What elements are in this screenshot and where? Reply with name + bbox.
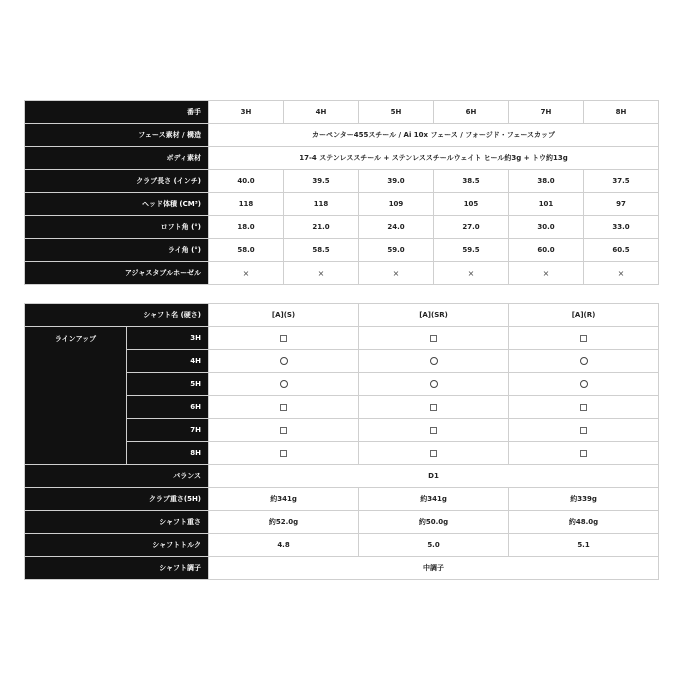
- table-cell: 約339g: [509, 488, 659, 511]
- table-cell: 5.1: [509, 534, 659, 557]
- body-value: 17-4 ステンレススチール + ステンレススチールウェイト ヒール約3g + トウ約13g: [209, 147, 659, 170]
- lineup-cell: [509, 442, 659, 465]
- table-cell: 118: [209, 193, 284, 216]
- cross-mark: ×: [392, 268, 400, 278]
- square-mark-icon: [280, 404, 287, 411]
- spec-row-body: [25, 147, 659, 170]
- table-cell: 59.0: [359, 239, 434, 262]
- lineup-club-label: 7H: [127, 419, 209, 442]
- lineup-group-label: ラインアップ: [25, 327, 127, 465]
- square-mark-icon: [580, 404, 587, 411]
- spec-header-row: [25, 101, 659, 124]
- lineup-cell: [359, 396, 509, 419]
- spec-row-length: [25, 170, 659, 193]
- lineup-cell: [359, 327, 509, 350]
- table-cell: 5.0: [359, 534, 509, 557]
- table-cell: 約50.0g: [359, 511, 509, 534]
- lineup-cell: [209, 419, 359, 442]
- table-cell: 38.0: [509, 170, 584, 193]
- table-cell: 24.0: [359, 216, 434, 239]
- table-cell: 4.8: [209, 534, 359, 557]
- lineup-cell: [509, 350, 659, 373]
- table-cell: 33.0: [584, 216, 659, 239]
- square-mark-icon: [430, 335, 437, 342]
- table-cell: 約341g: [359, 488, 509, 511]
- table-cell: 約48.0g: [509, 511, 659, 534]
- cross-mark: ×: [317, 268, 325, 278]
- row-label-balance: バランス: [25, 465, 209, 488]
- lineup-cell: [509, 327, 659, 350]
- row-label-lie: ライ角 (°): [25, 239, 209, 262]
- table-cell: [284, 262, 359, 285]
- lineup-club-label: 4H: [127, 350, 209, 373]
- row-label-loft: ロフト角 (°): [25, 216, 209, 239]
- lineup-cell: [509, 373, 659, 396]
- table-cell: [434, 262, 509, 285]
- table-cell: 約341g: [209, 488, 359, 511]
- circle-mark-icon: [280, 380, 288, 388]
- lineup-cell: [359, 419, 509, 442]
- table-cell: 18.0: [209, 216, 284, 239]
- table-cell: 38.5: [434, 170, 509, 193]
- table-cell: [209, 262, 284, 285]
- shaft-header-row: [25, 304, 659, 327]
- table-cell: 39.0: [359, 170, 434, 193]
- shaft-row-torque: [25, 534, 659, 557]
- table-cell: [509, 262, 584, 285]
- row-label-club-weight: クラブ重さ(5H): [25, 488, 209, 511]
- table-cell: 30.0: [509, 216, 584, 239]
- table-cell: [359, 262, 434, 285]
- table-cell: 105: [434, 193, 509, 216]
- lineup-cell: [209, 396, 359, 419]
- kick-value: 中調子: [209, 557, 659, 580]
- table-cell: 37.5: [584, 170, 659, 193]
- lineup-club-label: 6H: [127, 396, 209, 419]
- column-header: [A](SR): [359, 304, 509, 327]
- lineup-cell: [209, 373, 359, 396]
- column-header: 3H: [209, 101, 284, 124]
- square-mark-icon: [430, 450, 437, 457]
- row-label-kick: シャフト調子: [25, 557, 209, 580]
- square-mark-icon: [580, 427, 587, 434]
- column-header: 6H: [434, 101, 509, 124]
- lineup-cell: [209, 442, 359, 465]
- circle-mark-icon: [280, 357, 288, 365]
- table-cell: 97: [584, 193, 659, 216]
- shaft-row-kick: [25, 557, 659, 580]
- shaft-row-balance: [25, 465, 659, 488]
- spec-row-lie: [25, 239, 659, 262]
- row-label-shaft-name: シャフト名 (硬さ): [25, 304, 209, 327]
- square-mark-icon: [430, 427, 437, 434]
- table-cell: 58.5: [284, 239, 359, 262]
- lineup-cell: [509, 396, 659, 419]
- cross-mark: ×: [542, 268, 550, 278]
- column-header: [A](R): [509, 304, 659, 327]
- table-cell: 27.0: [434, 216, 509, 239]
- table-cell: 109: [359, 193, 434, 216]
- cross-mark: ×: [242, 268, 250, 278]
- spec-row-face: [25, 124, 659, 147]
- table-cell: 21.0: [284, 216, 359, 239]
- table-cell: 118: [284, 193, 359, 216]
- shaft-spec-table: [24, 303, 659, 580]
- shaft-row-club-weight: [25, 488, 659, 511]
- square-mark-icon: [280, 427, 287, 434]
- lineup-cell: [209, 350, 359, 373]
- square-mark-icon: [280, 335, 287, 342]
- square-mark-icon: [280, 450, 287, 457]
- lineup-cell: [359, 350, 509, 373]
- face-value: カーペンター455スチール / Ai 10x フェース / フォージド・フェースカップ: [209, 124, 659, 147]
- column-header: 4H: [284, 101, 359, 124]
- table-cell: 40.0: [209, 170, 284, 193]
- row-label-body: ボディ素材: [25, 147, 209, 170]
- row-label-count: 番手: [25, 101, 209, 124]
- lineup-cell: [359, 442, 509, 465]
- lineup-cell: [509, 419, 659, 442]
- cross-mark: ×: [467, 268, 475, 278]
- circle-mark-icon: [430, 380, 438, 388]
- club-spec-table: [24, 100, 659, 285]
- column-header: 5H: [359, 101, 434, 124]
- table-cell: [584, 262, 659, 285]
- lineup-body: [25, 327, 659, 465]
- table-cell: 59.5: [434, 239, 509, 262]
- lineup-cell: [209, 327, 359, 350]
- square-mark-icon: [580, 450, 587, 457]
- row-label-face: フェース素材 / 構造: [25, 124, 209, 147]
- shaft-row-shaft-weight: [25, 511, 659, 534]
- lineup-cell: [359, 373, 509, 396]
- column-header: 8H: [584, 101, 659, 124]
- spec-row-loft: [25, 216, 659, 239]
- table-cell: 約52.0g: [209, 511, 359, 534]
- square-mark-icon: [430, 404, 437, 411]
- table-cell: 101: [509, 193, 584, 216]
- lineup-club-label: 3H: [127, 327, 209, 350]
- lineup-row: [25, 327, 659, 350]
- row-label-length: クラブ長さ (インチ): [25, 170, 209, 193]
- row-label-adjustable: アジャスタブルホーゼル: [25, 262, 209, 285]
- row-label-shaft-weight: シャフト重さ: [25, 511, 209, 534]
- square-mark-icon: [580, 335, 587, 342]
- lineup-club-label: 8H: [127, 442, 209, 465]
- table-cell: 60.0: [509, 239, 584, 262]
- table-cell: 60.5: [584, 239, 659, 262]
- column-header: 7H: [509, 101, 584, 124]
- circle-mark-icon: [580, 357, 588, 365]
- circle-mark-icon: [430, 357, 438, 365]
- table-cell: 58.0: [209, 239, 284, 262]
- circle-mark-icon: [580, 380, 588, 388]
- row-label-volume: ヘッド体積 (CM³): [25, 193, 209, 216]
- cross-mark: ×: [617, 268, 625, 278]
- column-header: [A](S): [209, 304, 359, 327]
- balance-value: D1: [209, 465, 659, 488]
- spec-row-adjustable: [25, 262, 659, 285]
- row-label-torque: シャフトトルク: [25, 534, 209, 557]
- lineup-club-label: 5H: [127, 373, 209, 396]
- spec-row-volume: [25, 193, 659, 216]
- table-cell: 39.5: [284, 170, 359, 193]
